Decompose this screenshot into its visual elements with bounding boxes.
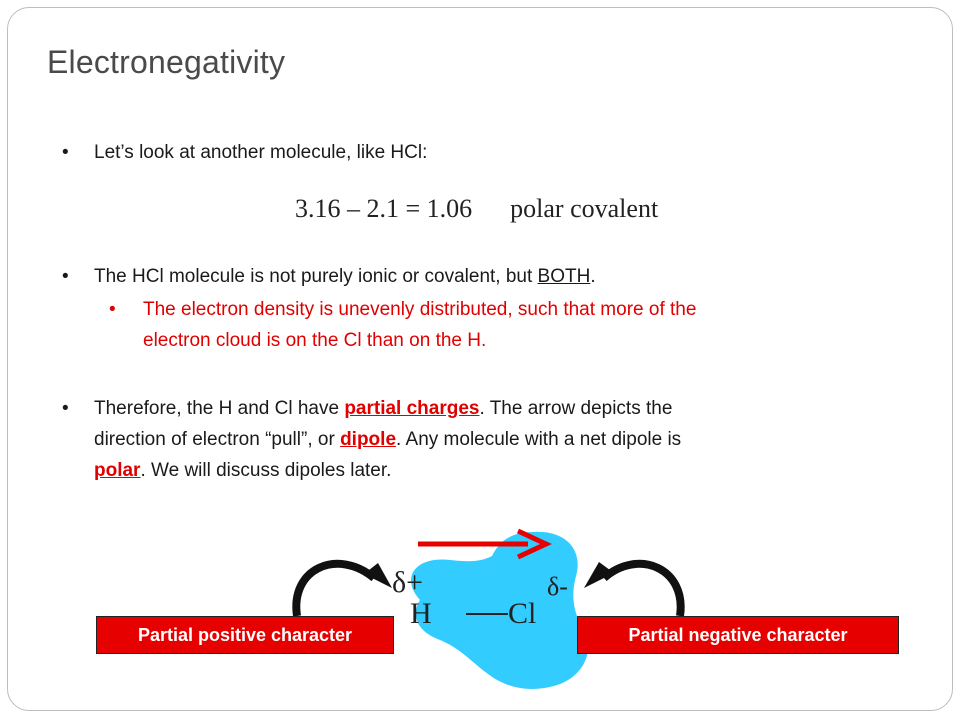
slide-title: Electronegativity <box>47 44 286 80</box>
bullet-marker: • <box>62 398 69 419</box>
both-underlined: BOTH <box>537 266 591 287</box>
text-segment: . We will discuss dipoles later. <box>140 460 392 481</box>
bullet-marker: • <box>62 266 69 287</box>
bullet-both-end: . <box>590 266 596 287</box>
electron-cloud <box>411 532 588 689</box>
sub-bullet-line-2: electron cloud is on the Cl than on the H. <box>143 330 487 351</box>
partial-positive-caption: Partial positive character <box>96 616 394 654</box>
right-curved-arrow <box>584 562 681 616</box>
text-segment: Therefore, the H and Cl have <box>94 398 345 419</box>
delta-plus-label: δ+ <box>392 566 424 599</box>
sub-bullet-line-1: The electron density is unevenly distributed, such that more of the <box>143 299 697 320</box>
equation-expression: 3.16 – 2.1 = 1.06 <box>295 194 473 223</box>
text-segment: . The arrow depicts the <box>479 398 673 419</box>
term-partial-charges: partial charges <box>344 398 480 419</box>
term-polar: polar <box>94 460 141 481</box>
left-curved-arrow <box>296 563 392 616</box>
bullet-intro-text: Let’s look at another molecule, like HCl: <box>94 142 428 163</box>
sub-bullet-marker: • <box>109 299 116 320</box>
bullet-marker: • <box>62 142 69 163</box>
equation-label: polar covalent <box>510 194 659 223</box>
chlorine-atom-label: Cl <box>508 597 537 630</box>
dipole-arrow <box>418 531 546 557</box>
text-segment: direction of electron “pull”, or <box>94 429 341 450</box>
delta-minus-label: δ- <box>547 572 568 601</box>
term-dipole: dipole <box>340 429 397 450</box>
text-segment: . Any molecule with a net dipole is <box>396 429 682 450</box>
partial-negative-caption: Partial negative character <box>577 616 899 654</box>
bullet-both-text: The HCl molecule is not purely ionic or covalent, but <box>94 266 538 287</box>
hydrogen-atom-label: H <box>410 597 432 630</box>
